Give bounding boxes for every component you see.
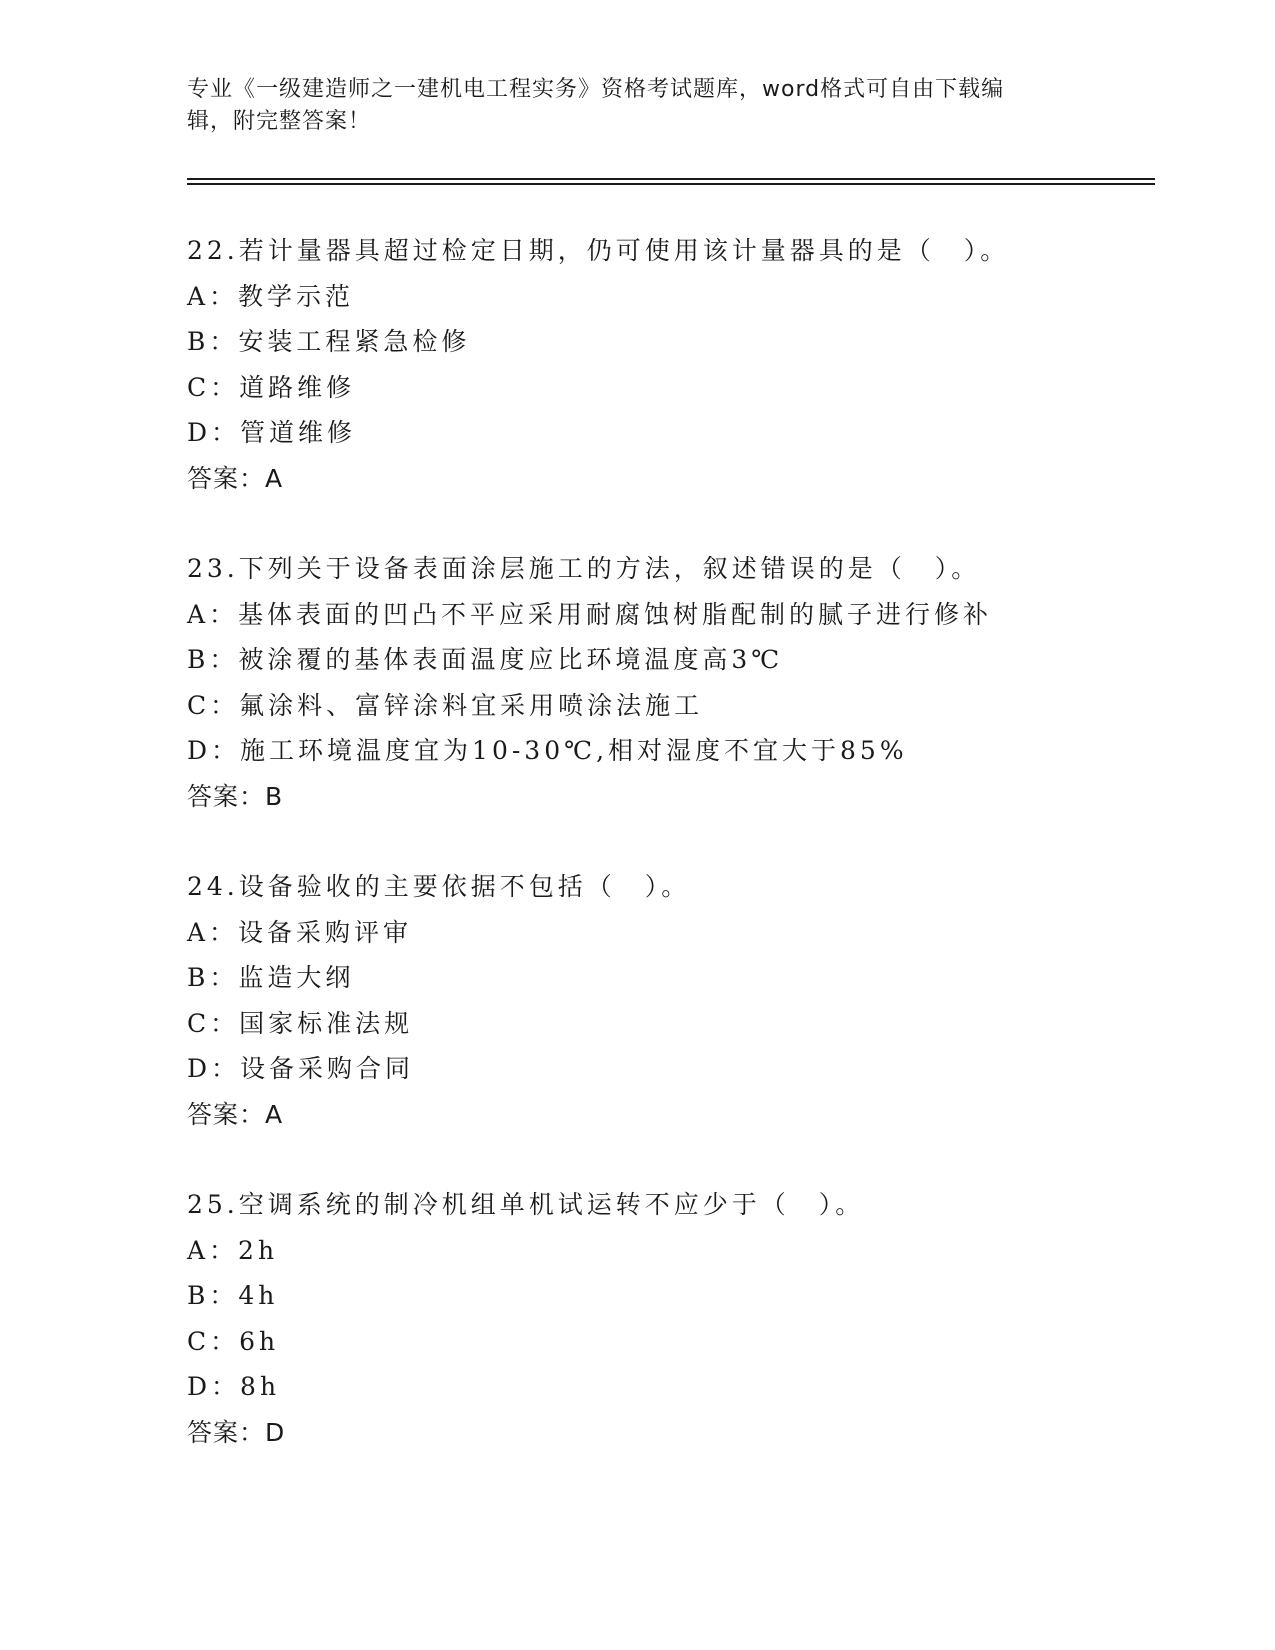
question-stem: 23.下列关于设备表面涂层施工的方法，叙述错误的是（ ）。 (187, 554, 981, 583)
option-c: C：道路维修 (187, 372, 356, 402)
question-stem: 22.若计量器具超过检定日期，仍可使用该计量器具的是（ ）。 (187, 236, 1010, 265)
question-22 (187, 228, 1187, 501)
answer-line: 答案：B (187, 781, 284, 811)
question-spacer (187, 1137, 1187, 1182)
answer-line: 答案：A (187, 463, 284, 493)
question-stem: 25.空调系统的制冷机组单机试运转不应少于（ ）。 (187, 1190, 865, 1219)
option-a: A：基体表面的凹凸不平应采用耐腐蚀树脂配制的腻子进行修补 (187, 599, 993, 629)
option-b: B：监造大纲 (187, 963, 355, 992)
option-d: D：设备采购合同 (187, 1054, 415, 1083)
question-25 (187, 1182, 1187, 1455)
option-b: B：4h (187, 1281, 279, 1310)
option-c: C：国家标准法规 (187, 1008, 414, 1038)
document-header (187, 74, 1087, 138)
option-a: A：2h (187, 1235, 279, 1265)
answer-line: 答案：A (187, 1099, 284, 1129)
option-d: D：管道维修 (187, 418, 357, 447)
question-spacer (187, 819, 1187, 864)
option-d: D：8h (187, 1372, 281, 1401)
question-24 (187, 864, 1187, 1137)
question-23 (187, 546, 1187, 819)
option-c: C：氟涂料、富锌涂料宜采用喷涂法施工 (187, 690, 704, 720)
option-a: A：教学示范 (187, 281, 355, 311)
option-b: B：被涂覆的基体表面温度应比环境温度高3℃ (187, 645, 784, 674)
option-a: A：设备采购评审 (187, 917, 413, 947)
option-b: B：安装工程紧急检修 (187, 327, 471, 356)
option-d: D：施工环境温度宜为10-30℃,相对湿度不宜大于85% (187, 736, 908, 765)
question-stem: 24.设备验收的主要依据不包括（ ）。 (187, 872, 691, 901)
option-c: C：6h (187, 1326, 280, 1356)
header-line-1: 专业《一级建造师之一建机电工程实务》资格考试题库，word格式可自由下载编 (187, 77, 1005, 102)
question-list (187, 228, 1187, 1455)
header-rule-bottom (187, 183, 1155, 185)
question-spacer (187, 501, 1187, 546)
answer-line: 答案：D (187, 1417, 286, 1447)
header-rule-top (187, 178, 1155, 180)
header-line-2: 辑，附完整答案！ (187, 109, 372, 134)
